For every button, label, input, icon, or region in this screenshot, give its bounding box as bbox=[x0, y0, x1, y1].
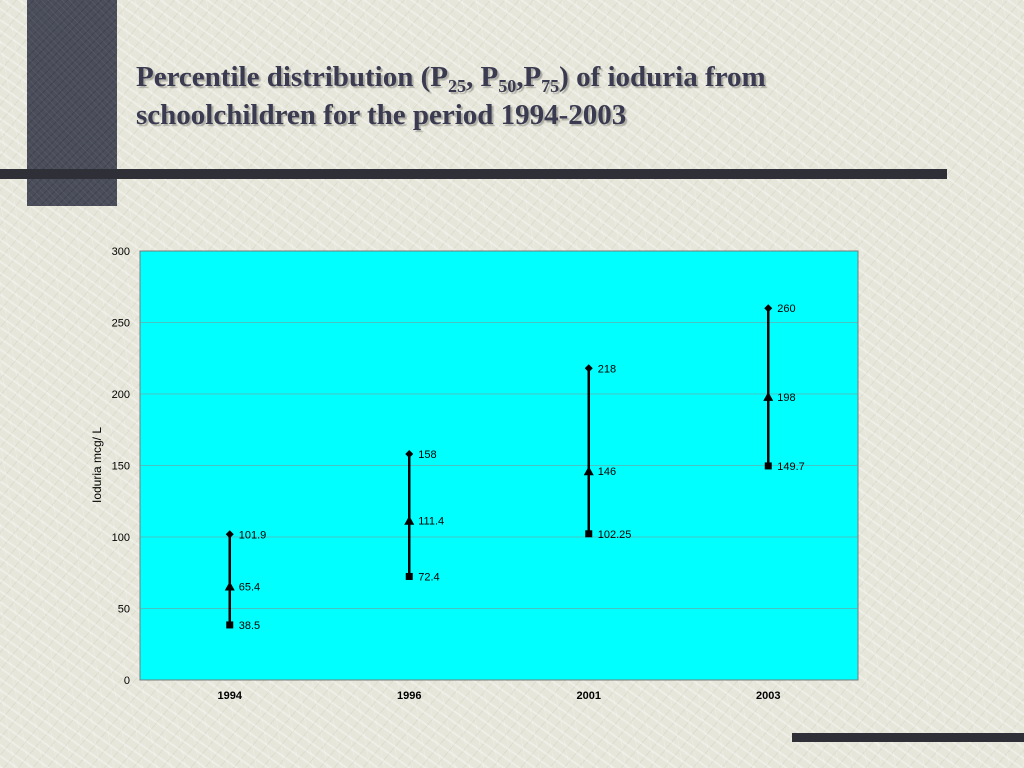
y-tick-label: 150 bbox=[111, 460, 130, 473]
p75-data-label: 260 bbox=[777, 303, 796, 316]
p25-data-label: 38.5 bbox=[238, 619, 261, 632]
y-tick-label: 50 bbox=[117, 603, 130, 616]
y-tick-label: 100 bbox=[111, 532, 130, 544]
x-category-label: 1994 bbox=[217, 690, 242, 702]
p50-data-label: 65.4 bbox=[238, 581, 261, 594]
p75-data-label: 101.9 bbox=[238, 529, 267, 542]
y-axis-ticks bbox=[112, 246, 130, 687]
x-category-label: 2001 bbox=[576, 690, 601, 702]
p50-data-label: 111.4 bbox=[418, 515, 445, 528]
p75-data-label: 158 bbox=[418, 449, 437, 462]
p25-data-label: 72.4 bbox=[418, 571, 440, 584]
p75-data-label: 218 bbox=[597, 363, 617, 376]
y-tick-label: 0 bbox=[123, 675, 130, 687]
title-text-main: Percentile distribution (P bbox=[136, 61, 448, 93]
y-axis-title: Ioduria mcg/ L bbox=[90, 426, 104, 504]
p25-marker bbox=[406, 573, 413, 580]
y-tick-label: 200 bbox=[111, 389, 130, 401]
p50-data-label: 198 bbox=[777, 391, 796, 404]
p25-data-label: 149.7 bbox=[777, 460, 805, 473]
y-tick-label: 250 bbox=[111, 317, 130, 330]
title-sub-p25: 25 bbox=[447, 76, 466, 96]
y-tick-label: 300 bbox=[111, 246, 130, 258]
p50-data-label: 146 bbox=[597, 466, 617, 479]
title-sub-p75: 75 bbox=[541, 76, 560, 96]
x-category-label: 2003 bbox=[756, 690, 781, 702]
p25-marker bbox=[585, 530, 592, 537]
p25-marker bbox=[226, 621, 233, 628]
title-text-sep1: , P bbox=[465, 61, 499, 93]
title-text-rest: ) of ioduria from schoolchildren for the period 1994-2003 bbox=[136, 61, 766, 131]
p25-data-label: 102.25 bbox=[597, 528, 632, 541]
p25-marker bbox=[765, 462, 772, 469]
title-sub-p50: 50 bbox=[498, 76, 517, 96]
title-text-sep2: ,P bbox=[516, 61, 542, 93]
x-axis-categories bbox=[218, 690, 781, 702]
x-category-label: 1996 bbox=[397, 690, 422, 702]
